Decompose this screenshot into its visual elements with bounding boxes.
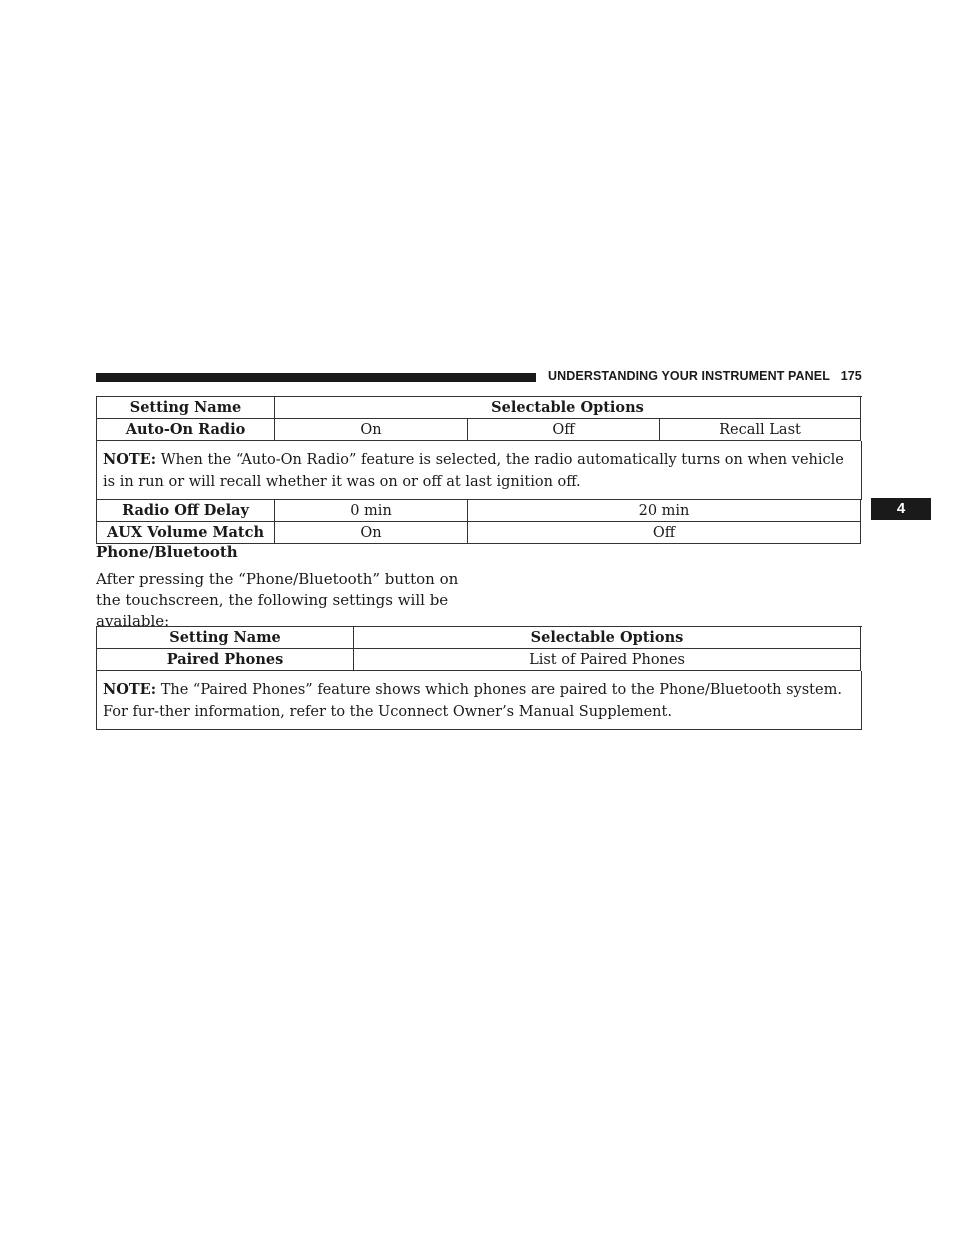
note-label: NOTE:	[103, 681, 157, 698]
running-header	[548, 369, 862, 383]
note-text	[97, 441, 862, 500]
section-heading: Phone/Bluetooth	[96, 543, 238, 561]
option-cell: Off	[468, 522, 861, 544]
note-row	[97, 441, 862, 500]
table-row	[97, 500, 862, 522]
column-header-setting: Setting Name	[97, 397, 275, 419]
option-cell: Off	[468, 419, 660, 441]
radio-settings-table	[96, 396, 862, 544]
note-body: When the “Auto-On Radio” feature is selected, the radio automatically turns on when vehicle is in run or will recall whether it was on or off at last ignition off.	[103, 452, 844, 490]
chapter-tab: 4	[871, 498, 931, 520]
option-cell: 0 min	[275, 500, 468, 522]
page-number: 175	[840, 369, 862, 383]
option-cell: Recall Last	[660, 419, 861, 441]
table-row	[97, 522, 862, 544]
option-cell: List of Paired Phones	[354, 649, 861, 671]
note-body: The “Paired Phones” feature shows which phones are paired to the Phone/Bluetooth system. For fur-ther information, refer to the Uconnect Owner’s Manual Supplement.	[103, 682, 842, 720]
table-row	[97, 649, 862, 671]
setting-name: Radio Off Delay	[97, 500, 275, 522]
table-header-row	[97, 397, 862, 419]
section-paragraph: After pressing the “Phone/Bluetooth” button on the touchscreen, the following settings will be available:	[96, 570, 459, 630]
column-header-options: Selectable Options	[354, 627, 861, 649]
note-text	[97, 671, 862, 730]
note-row	[97, 671, 862, 730]
option-cell: On	[275, 522, 468, 544]
column-header-setting: Setting Name	[97, 627, 354, 649]
table-row	[97, 419, 862, 441]
column-header-options: Selectable Options	[275, 397, 861, 419]
header-title: UNDERSTANDING YOUR INSTRUMENT PANEL	[548, 369, 830, 383]
header-rule	[96, 373, 536, 382]
option-cell: 20 min	[468, 500, 861, 522]
setting-name: AUX Volume Match	[97, 522, 275, 544]
note-label: NOTE:	[103, 451, 157, 468]
phone-settings-table	[96, 626, 862, 730]
setting-name: Auto-On Radio	[97, 419, 275, 441]
option-cell: On	[275, 419, 468, 441]
setting-name: Paired Phones	[97, 649, 354, 671]
table-header-row	[97, 627, 862, 649]
